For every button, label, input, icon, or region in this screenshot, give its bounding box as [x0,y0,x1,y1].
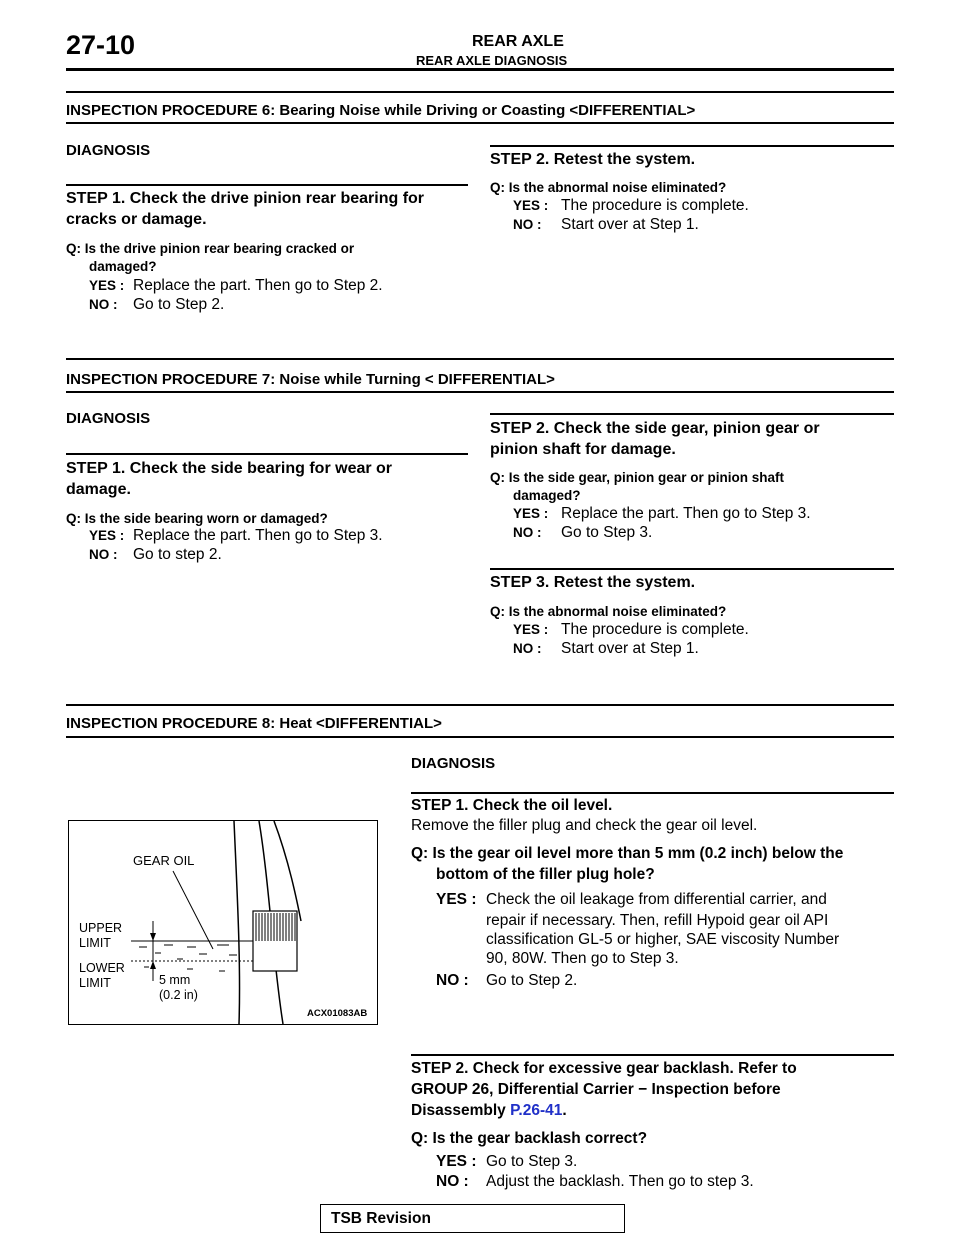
gear-oil-figure [68,820,378,1025]
proc6-step2-question: Q: Is the abnormal noise eliminated? [490,180,727,195]
proc6-step1-yes [89,277,383,295]
yes-text: Replace the part. Then go to Step 2. [133,277,383,294]
proc8-diagnosis: DIAGNOSIS [411,755,496,772]
proc8-step1-text: Remove the filler plug and check the gear oil level. [411,817,758,834]
proc8-step1-no-text: Go to Step 2. [486,972,578,989]
section-title: REAR AXLE [472,33,564,50]
yes-label: YES : [89,528,125,543]
figure-code [307,1008,367,1019]
proc7-step1-no [89,546,222,564]
proc6-step2-title: STEP 2. Retest the system. [490,151,696,168]
figure-code-suffix: AB [353,1008,368,1019]
figure-label-upper-1: UPPER [79,921,123,935]
proc6-rule-top [66,91,894,93]
header-rule [66,68,894,71]
proc8-step1-yes-2: repair if necessary. Then, refill Hypoid gear oil API [486,912,829,929]
figure-label-dim-2: (0.2 in) [159,988,198,1002]
no-text: Go to Step 3. [561,524,653,541]
housing-inner-wall [234,821,240,1024]
gear-oil-leader [173,871,213,949]
proc8-step2-period: . [562,1102,567,1119]
yes-label: YES : [513,506,549,521]
proc8-step2-no-text: Adjust the backlash. Then go to step 3. [486,1173,754,1190]
proc6-step2-no [513,216,699,234]
proc8-step1-no-label: NO : [436,972,469,989]
no-label: NO : [513,525,542,540]
proc8-step2-rule [411,1054,894,1056]
proc8-step1-title: STEP 1. Check the oil level. [411,797,613,814]
proc8-step2-title-2: GROUP 26, Differential Carrier − Inspection before [411,1081,781,1098]
figure-label-lower-2: LIMIT [79,976,111,990]
proc7-step1-rule [66,453,468,455]
proc7-step2-no [513,524,652,542]
page-number: 27-10 [66,30,136,60]
proc8-title: INSPECTION PROCEDURE 8: Heat <DIFFERENTIAL> [66,715,442,732]
figure-label-lower-1: LOWER [79,961,125,975]
proc8-step1-yes-3: classification GL-5 or higher, SAE viscosity Number [486,931,840,948]
yes-label: YES : [513,198,549,213]
proc6-diagnosis: DIAGNOSIS [66,142,151,159]
proc7-step2-title-1: STEP 2. Check the side gear, pinion gear or [490,420,820,437]
proc8-rule-bottom [66,736,894,738]
figure-label-upper-2: LIMIT [79,936,111,950]
yes-text: The procedure is complete. [561,197,749,214]
no-text: Start over at Step 1. [561,640,699,657]
no-label: NO : [513,217,542,232]
proc7-step1-title-2: damage. [66,481,131,498]
proc7-step2-question-1: Q: Is the side gear, pinion gear or pinion shaft [490,470,785,485]
proc7-step3-no [513,640,699,658]
proc8-step2-title-1: STEP 2. Check for excessive gear backlash. Refer to [411,1060,797,1077]
proc7-step2-title-2: pinion shaft for damage. [490,441,676,458]
no-label: NO : [89,297,118,312]
yes-text: Replace the part. Then go to Step 3. [561,505,811,522]
tsb-revision-label: TSB Revision [331,1210,431,1227]
proc7-step1-question: Q: Is the side bearing worn or damaged? [66,511,328,526]
proc8-step2-title-text: Disassembly [411,1102,506,1119]
proc6-step2-yes [513,197,749,215]
proc8-step1-yes-4: 90, 80W. Then go to Step 3. [486,950,679,967]
proc8-step1-question-1: Q: Is the gear oil level more than 5 mm (0.2 inch) below the [411,845,844,862]
proc8-step1-question-2: bottom of the filler plug hole? [436,866,655,883]
proc7-step3-question: Q: Is the abnormal noise eliminated? [490,604,727,619]
proc7-step1-yes [89,527,383,545]
proc7-step2-question-2: damaged? [513,488,581,503]
yes-label: YES : [89,278,125,293]
proc7-step1-title-1: STEP 1. Check the side bearing for wear or [66,460,393,477]
no-text: Go to Step 2. [133,296,225,313]
proc7-step2-yes [513,505,811,523]
filler-plug [253,911,297,971]
proc7-step2-rule [490,413,894,415]
proc7-rule-top [66,358,894,360]
proc6-rule-bottom [66,122,894,124]
proc8-step2-title-3 [411,1100,567,1121]
proc6-step2-rule [490,145,894,147]
proc6-step1-title-2: cracks or damage. [66,211,207,228]
proc6-step1-no [89,296,224,314]
proc8-step2-yes-text: Go to Step 3. [486,1153,578,1170]
proc6-step1-title-1: STEP 1. Check the drive pinion rear bearing for [66,190,425,207]
proc6-step1-rule [66,184,468,186]
proc7-step3-title: STEP 3. Retest the system. [490,574,696,591]
yes-text: Replace the part. Then go to Step 3. [133,527,383,544]
proc8-step1-yes-1: Check the oil leakage from differential carrier, and [486,891,827,908]
proc8-step2-no-label: NO : [436,1173,469,1190]
figure-label-gear-oil: GEAR OIL [133,853,195,868]
proc8-step1-rule [411,792,894,794]
tsb-revision-box [320,1204,625,1233]
proc6-title: INSPECTION PROCEDURE 6: Bearing Noise while Driving or Coasting <DIFFERENTIAL> [66,102,696,119]
reference-link[interactable]: P.26-41 [510,1102,563,1119]
proc8-step1-yes-label: YES : [436,891,477,908]
no-text: Go to step 2. [133,546,222,563]
figure-code-number: ACX01083 [307,1008,354,1019]
dimension-arrow-top [150,933,156,941]
figure-label-dim-1: 5 mm [159,973,191,987]
proc7-title: INSPECTION PROCEDURE 7: Noise while Turning < DIFFERENTIAL> [66,371,555,388]
no-label: NO : [513,641,542,656]
proc7-step3-yes [513,621,749,639]
yes-label: YES : [513,622,549,637]
proc7-step3-rule [490,568,894,570]
proc8-step2-question: Q: Is the gear backlash correct? [411,1130,648,1147]
subsection-title: REAR AXLE DIAGNOSIS [416,53,568,68]
no-label: NO : [89,547,118,562]
housing-right-wall [274,821,301,921]
proc8-step2-yes-label: YES : [436,1153,477,1170]
yes-text: The procedure is complete. [561,621,749,638]
no-text: Start over at Step 1. [561,216,699,233]
proc6-step1-question-1: Q: Is the drive pinion rear bearing cracked or [66,241,355,256]
proc8-rule-top [66,704,894,706]
proc7-diagnosis: DIAGNOSIS [66,410,151,427]
dimension-arrow-bottom [150,961,156,969]
proc7-rule-bottom [66,391,894,393]
proc6-step1-question-2: damaged? [89,259,157,274]
